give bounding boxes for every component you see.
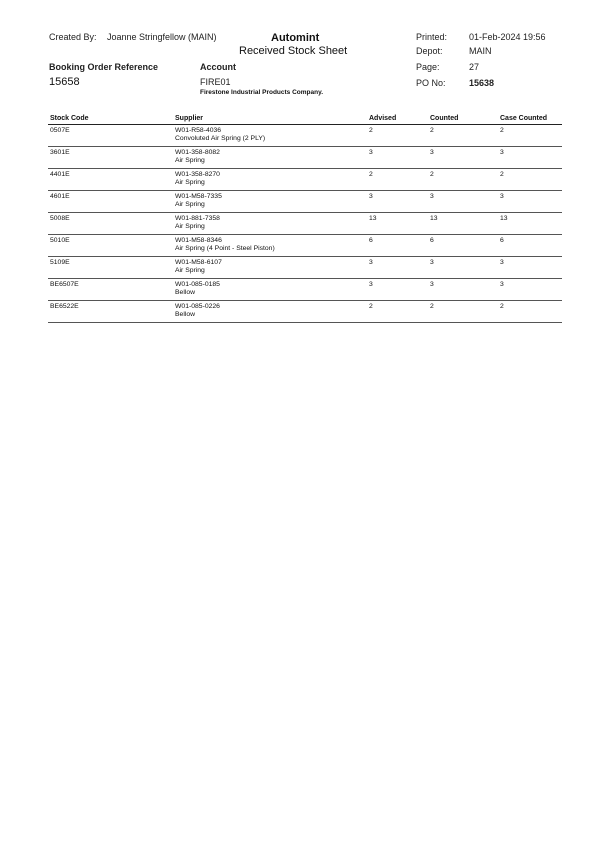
counted-cell	[430, 215, 438, 222]
counted-cell	[430, 281, 434, 288]
item-description: Bellow	[175, 311, 196, 318]
supplier-cell	[175, 281, 220, 296]
case-counted-cell-text: 13	[500, 215, 508, 222]
counted-cell	[430, 127, 434, 134]
advised-cell	[369, 127, 373, 134]
table-row	[48, 147, 562, 169]
supplier-cell	[175, 215, 220, 230]
counted-cell-text: 2	[430, 127, 434, 134]
item-description: Air Spring	[175, 179, 205, 186]
stock-code-cell	[50, 193, 70, 200]
stock-code-cell-text: BE6522E	[50, 303, 79, 310]
account-label: Account	[200, 62, 236, 72]
account-code: FIRE01	[200, 77, 231, 87]
supplier-cell	[175, 259, 222, 274]
stock-code-cell-text: 3601E	[50, 149, 70, 156]
stock-code-cell	[50, 237, 70, 244]
page-value: 27	[469, 62, 480, 72]
supplier-cell-text: W01-358-8270	[175, 171, 220, 178]
case-counted-cell	[500, 171, 504, 178]
advised-cell-text: 3	[369, 281, 373, 288]
counted-cell-text: 6	[430, 237, 434, 244]
stock-code-cell-text: 5008E	[50, 215, 70, 222]
item-description: Bellow	[175, 289, 196, 296]
case-counted-cell-text: 3	[500, 281, 504, 288]
item-description: Air Spring	[175, 267, 205, 274]
advised-cell	[369, 193, 373, 200]
supplier-cell-text: W01-M58-6107	[175, 259, 222, 266]
table-row	[48, 125, 562, 147]
created-by-label: Created By:	[49, 32, 97, 42]
supplier-cell-text: W01-M58-8346	[175, 237, 222, 244]
supplier-cell	[175, 193, 222, 208]
depot-label: Depot:	[416, 46, 443, 56]
stock-table	[48, 113, 562, 323]
advised-cell-text: 3	[369, 149, 373, 156]
advised-cell	[369, 149, 373, 156]
supplier-cell-text: W01-R58-4036	[175, 127, 222, 134]
advised-cell	[369, 281, 373, 288]
counted-cell-text: 3	[430, 193, 434, 200]
counted-cell-text: 3	[430, 281, 434, 288]
stock-code-cell	[50, 149, 70, 156]
counted-cell	[430, 237, 434, 244]
col-supplier: Supplier	[175, 115, 204, 122]
po-label: PO No:	[416, 78, 446, 88]
case-counted-cell	[500, 281, 504, 288]
account-name: Firestone Industrial Products Company.	[200, 89, 324, 96]
stock-code-cell-text: 5010E	[50, 237, 70, 244]
case-counted-cell	[500, 149, 504, 156]
booking-ref-label: Booking Order Reference	[49, 62, 159, 72]
supplier-cell	[175, 171, 220, 186]
item-description: Air Spring (4 Point - Steel Piston)	[175, 245, 275, 252]
stock-code-cell-text: BE6507E	[50, 281, 79, 288]
advised-cell	[369, 259, 373, 266]
case-counted-cell-text: 2	[500, 171, 504, 178]
stock-code-cell-text: 4401E	[50, 171, 70, 178]
stock-code-cell	[50, 281, 79, 288]
sheet-title: Received Stock Sheet	[239, 45, 348, 57]
counted-cell	[430, 149, 434, 156]
stock-code-cell	[50, 303, 79, 310]
company-name: Automint	[271, 32, 320, 44]
case-counted-cell-text: 3	[500, 259, 504, 266]
case-counted-cell	[500, 127, 504, 134]
table-row	[48, 213, 562, 235]
supplier-cell-text: W01-M58-7335	[175, 193, 222, 200]
item-description: Convoluted Air Spring (2 PLY)	[175, 135, 266, 142]
table-row	[48, 279, 562, 301]
booking-ref-value: 15658	[49, 76, 80, 88]
page-label: Page:	[416, 62, 440, 72]
table-row	[48, 235, 562, 257]
counted-cell-text: 3	[430, 259, 434, 266]
advised-cell-text: 3	[369, 193, 373, 200]
col-case-counted: Case Counted	[500, 115, 548, 122]
table-row	[48, 301, 562, 323]
col-stock-code: Stock Code	[50, 115, 89, 122]
case-counted-cell-text: 2	[500, 127, 504, 134]
case-counted-cell	[500, 259, 504, 266]
advised-cell-text: 3	[369, 259, 373, 266]
counted-cell	[430, 193, 434, 200]
advised-cell	[369, 303, 373, 310]
case-counted-cell	[500, 237, 504, 244]
item-description: Air Spring	[175, 157, 205, 164]
table-header	[48, 113, 562, 125]
supplier-cell	[175, 127, 265, 142]
stock-code-cell	[50, 127, 70, 134]
table-row	[48, 191, 562, 213]
advised-cell-text: 2	[369, 171, 373, 178]
col-counted: Counted	[430, 115, 459, 122]
advised-cell-text: 6	[369, 237, 373, 244]
counted-cell-text: 3	[430, 149, 434, 156]
counted-cell-text: 2	[430, 171, 434, 178]
case-counted-cell	[500, 303, 504, 310]
table-row	[48, 169, 562, 191]
advised-cell-text: 13	[369, 215, 377, 222]
table-row	[48, 257, 562, 279]
advised-cell	[369, 237, 373, 244]
col-advised: Advised	[369, 115, 397, 122]
supplier-cell	[175, 303, 220, 318]
advised-cell	[369, 171, 373, 178]
po-value: 15638	[469, 78, 495, 88]
case-counted-cell	[500, 193, 504, 200]
supplier-cell-text: W01-085-0185	[175, 281, 220, 288]
depot-value: MAIN	[469, 46, 492, 56]
supplier-cell-text: W01-085-0226	[175, 303, 220, 310]
item-description: Air Spring	[175, 223, 205, 230]
printed-value: 01-Feb-2024 19:56	[469, 32, 546, 42]
stock-code-cell-text: 0507E	[50, 127, 70, 134]
stock-code-cell-text: 4601E	[50, 193, 70, 200]
stock-code-cell	[50, 171, 70, 178]
case-counted-cell-text: 2	[500, 303, 504, 310]
stock-code-cell-text: 5109E	[50, 259, 70, 266]
stock-code-cell	[50, 259, 70, 266]
advised-cell-text: 2	[369, 127, 373, 134]
counted-cell	[430, 259, 434, 266]
supplier-cell-text: W01-358-8082	[175, 149, 220, 156]
advised-cell	[369, 215, 377, 222]
case-counted-cell-text: 3	[500, 193, 504, 200]
supplier-cell-text: W01-881-7358	[175, 215, 220, 222]
counted-cell-text: 13	[430, 215, 438, 222]
printed-label: Printed:	[416, 32, 448, 42]
supplier-cell	[175, 237, 275, 252]
counted-cell	[430, 171, 434, 178]
counted-cell-text: 2	[430, 303, 434, 310]
case-counted-cell-text: 3	[500, 149, 504, 156]
case-counted-cell-text: 6	[500, 237, 504, 244]
stock-code-cell	[50, 215, 70, 222]
counted-cell	[430, 303, 434, 310]
advised-cell-text: 2	[369, 303, 373, 310]
item-description: Air Spring	[175, 201, 205, 208]
created-by-value: Joanne Stringfellow (MAIN)	[107, 32, 217, 42]
supplier-cell	[175, 149, 220, 164]
case-counted-cell	[500, 215, 508, 222]
